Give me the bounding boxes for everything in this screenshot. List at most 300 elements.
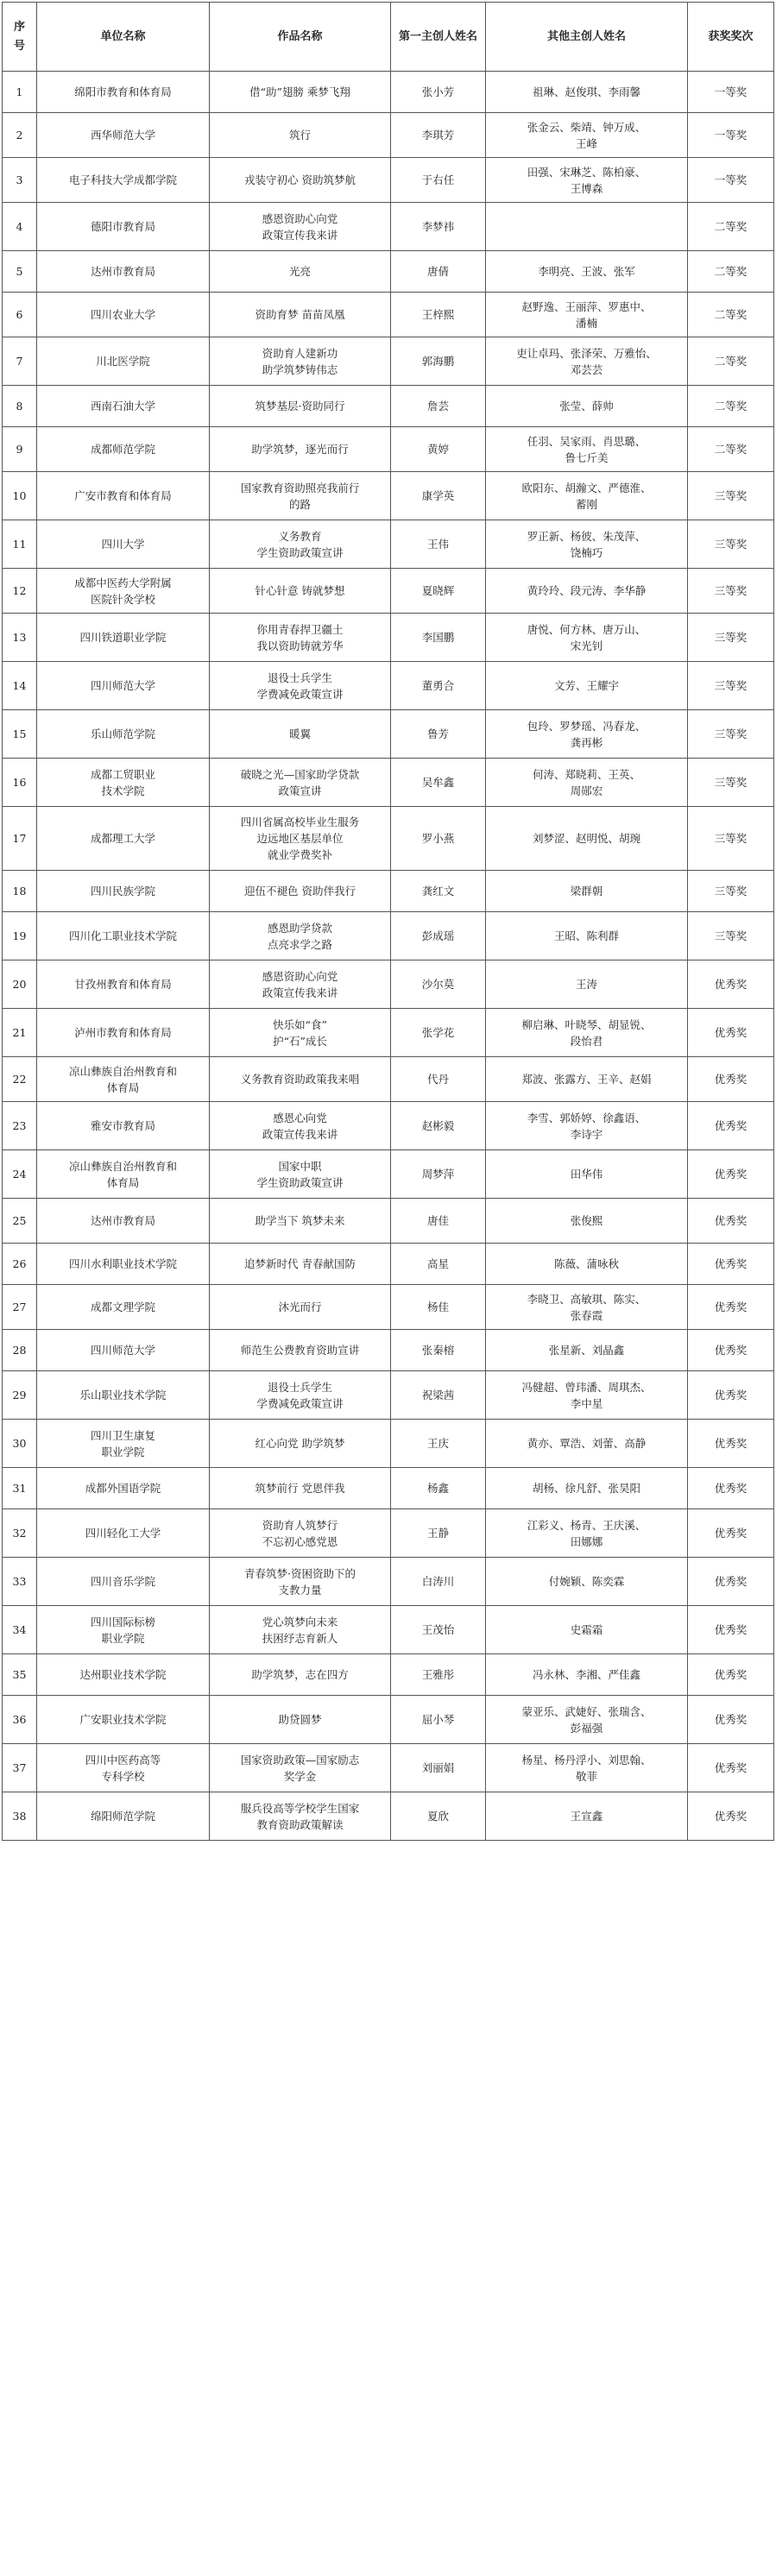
row-award-level: 优秀奖 [688, 1371, 774, 1420]
row-work-title-line: 针心针意 铸就梦想 [255, 584, 345, 597]
row-work-title-line: 青春筑梦·资困资助下的 [244, 1566, 356, 1580]
row-seq: 15 [3, 710, 37, 759]
row-unit-name [37, 337, 210, 386]
row-award-level: 二等奖 [688, 337, 774, 386]
row-first-creator: 夏欣 [391, 1792, 486, 1841]
row-seq: 11 [3, 520, 37, 569]
row-first-creator: 王雅彤 [391, 1654, 486, 1696]
row-work-title-line: 你用青春捍卫疆土 [256, 622, 344, 636]
row-other-creators-line: 杨星、杨丹浮小、刘思翰、 [521, 1753, 652, 1767]
row-other-creators [486, 1285, 688, 1330]
row-other-creators-line: 柳启琳、叶晓琴、胡显锐、 [521, 1017, 652, 1031]
row-other-creators-line: 文芳、王耀宇 [553, 679, 619, 692]
row-other-creators-line: 邓芸芸 [570, 362, 603, 376]
header-unit: 单位名称 [37, 3, 210, 72]
row-work-title [210, 710, 391, 759]
row-other-creators-line: 冯健超、曾玮潘、周琪杰、 [521, 1380, 652, 1394]
row-seq: 28 [3, 1330, 37, 1371]
row-other-creators [486, 1057, 688, 1102]
row-other-creators-line: 李雪、郭娇婷、徐鑫语、 [527, 1111, 647, 1124]
row-unit-name [37, 1420, 210, 1468]
row-work-title [210, 520, 391, 569]
row-first-creator: 杨佳 [391, 1285, 486, 1330]
row-other-creators-line: 罗正新、杨彼、朱茂萍、 [527, 529, 647, 543]
row-work-title [210, 251, 391, 293]
row-seq: 14 [3, 662, 37, 710]
row-seq: 19 [3, 912, 37, 960]
row-unit-name-line: 四川化工职业技术学院 [68, 929, 177, 942]
row-unit-name [37, 1330, 210, 1371]
row-other-creators-line: 鲁七斤美 [565, 450, 609, 464]
row-unit-name [37, 1509, 210, 1558]
row-other-creators [486, 1468, 688, 1509]
row-unit-name-line: 四川水利职业技术学院 [68, 1257, 177, 1270]
row-seq: 7 [3, 337, 37, 386]
row-unit-name [37, 1199, 210, 1244]
row-work-title-line: 边远地区基层单位 [256, 832, 344, 845]
row-work-title-line: 不忘初心感党恩 [262, 1534, 338, 1548]
row-unit-name [37, 1654, 210, 1696]
row-award-level: 优秀奖 [688, 1009, 774, 1057]
row-work-title [210, 1420, 391, 1468]
row-unit-name-line: 乐山师范学院 [90, 727, 155, 740]
row-other-creators-line: 吏让卓玛、张泽荣、万雅怡、 [516, 346, 657, 360]
row-unit-name [37, 293, 210, 337]
table-row [3, 1244, 774, 1285]
row-first-creator: 唐佳 [391, 1199, 486, 1244]
row-other-creators-line: 付婉颖、陈奕霖 [548, 1575, 625, 1588]
row-seq: 37 [3, 1744, 37, 1792]
row-work-title-line: 资助育人建新功 [262, 346, 338, 360]
row-unit-name [37, 759, 210, 807]
row-other-creators-line: 欧阳东、胡瀚文、严德淮、 [521, 481, 652, 494]
row-other-creators [486, 807, 688, 871]
row-work-title-line: 感恩资助心向党 [262, 969, 338, 983]
row-other-creators-line: 李中星 [570, 1396, 603, 1410]
row-unit-name-line: 成都外国语学院 [85, 1482, 161, 1495]
row-other-creators-line: 李晓卫、高敏琪、陈实、 [527, 1292, 647, 1306]
row-other-creators-line: 梁群朝 [570, 885, 603, 898]
awards-body [3, 72, 774, 1841]
row-work-title [210, 203, 391, 251]
row-unit-name [37, 427, 210, 472]
row-seq: 33 [3, 1558, 37, 1606]
row-award-level: 优秀奖 [688, 1696, 774, 1744]
row-first-creator: 唐倩 [391, 251, 486, 293]
row-unit-name-line: 四川轻化工大学 [85, 1527, 161, 1540]
row-first-creator: 李梦祎 [391, 203, 486, 251]
row-award-level: 三等奖 [688, 871, 774, 912]
row-unit-name-line: 甘孜州教育和体育局 [74, 978, 172, 991]
row-seq: 31 [3, 1468, 37, 1509]
row-first-creator: 屈小琴 [391, 1696, 486, 1744]
row-unit-name-line: 体育局 [106, 1175, 140, 1189]
row-other-creators-line: 郑波、张露方、王辛、赵娟 [521, 1073, 652, 1086]
row-other-creators [486, 293, 688, 337]
row-other-creators [486, 113, 688, 158]
table-row [3, 1009, 774, 1057]
row-award-level: 三等奖 [688, 569, 774, 614]
row-first-creator: 詹芸 [391, 386, 486, 427]
row-other-creators-line: 包玲、罗梦瑶、冯春龙、 [527, 719, 647, 733]
row-unit-name [37, 1468, 210, 1509]
row-work-title-line: 国家教育资助照亮我前行 [240, 481, 360, 494]
row-first-creator: 王伟 [391, 520, 486, 569]
row-other-creators-line: 黄玲玲、段元涛、李华静 [527, 584, 647, 597]
row-first-creator: 刘丽娟 [391, 1744, 486, 1792]
row-unit-name-line: 雅安市教育局 [90, 1119, 155, 1132]
row-seq: 12 [3, 569, 37, 614]
row-seq: 3 [3, 158, 37, 203]
row-seq: 22 [3, 1057, 37, 1102]
row-work-title [210, 1150, 391, 1199]
row-work-title-line: 学费减免政策宣讲 [256, 1396, 344, 1410]
row-work-title-line: 学生资助政策宣讲 [256, 1175, 344, 1189]
row-other-creators-line: 田娜娜 [570, 1534, 603, 1548]
row-unit-name-line: 四川师范大学 [90, 1344, 155, 1357]
row-unit-name [37, 113, 210, 158]
row-award-level: 二等奖 [688, 251, 774, 293]
row-work-title-line: 感恩资助心向党 [262, 211, 338, 225]
row-award-level: 优秀奖 [688, 1102, 774, 1150]
header-seq [3, 3, 37, 72]
table-row [3, 386, 774, 427]
row-work-title-line: 感恩心向党 [273, 1111, 327, 1124]
header-work: 作品名称 [210, 3, 391, 72]
row-unit-name [37, 1285, 210, 1330]
row-seq: 16 [3, 759, 37, 807]
row-award-level: 一等奖 [688, 158, 774, 203]
row-unit-name [37, 871, 210, 912]
row-first-creator: 周梦萍 [391, 1150, 486, 1199]
row-other-creators-line: 赵野逸、王丽萍、罗惠中、 [521, 299, 652, 313]
row-unit-name-line: 职业学院 [101, 1631, 145, 1645]
row-other-creators [486, 1696, 688, 1744]
row-award-level: 二等奖 [688, 293, 774, 337]
row-work-title-line: 感恩助学贷款 [267, 921, 332, 935]
table-row [3, 1696, 774, 1744]
row-other-creators-line: 宋光钊 [570, 639, 603, 652]
row-unit-name-line: 电子科技大学成都学院 [68, 173, 177, 186]
row-work-title [210, 1558, 391, 1606]
row-work-title-line: 戎装守初心 资助筑梦航 [244, 173, 356, 186]
row-other-creators-line: 王宣鑫 [570, 1810, 603, 1823]
row-award-level: 二等奖 [688, 427, 774, 472]
table-row [3, 293, 774, 337]
row-work-title-line: 的路 [288, 497, 311, 511]
row-seq: 10 [3, 472, 37, 520]
row-unit-name [37, 1606, 210, 1654]
row-award-level: 三等奖 [688, 520, 774, 569]
row-first-creator: 沙尔莫 [391, 960, 486, 1009]
table-row [3, 113, 774, 158]
row-award-level: 优秀奖 [688, 1606, 774, 1654]
row-unit-name [37, 1102, 210, 1150]
row-work-title-line: 助贷圆梦 [278, 1713, 322, 1726]
row-work-title [210, 72, 391, 113]
row-other-creators-line: 田强、宋琳芝、陈柏豪、 [527, 165, 647, 179]
row-work-title [210, 1244, 391, 1285]
row-work-title-line: 党心筑梦向未来 [262, 1615, 338, 1628]
row-seq: 4 [3, 203, 37, 251]
table-row [3, 472, 774, 520]
row-other-creators [486, 203, 688, 251]
row-seq: 6 [3, 293, 37, 337]
table-row [3, 807, 774, 871]
row-unit-name-line: 泸州市教育和体育局 [74, 1026, 172, 1039]
row-work-title [210, 1102, 391, 1150]
row-unit-name-line: 技术学院 [101, 784, 145, 797]
row-work-title-line: 退役士兵学生 [267, 671, 332, 684]
row-work-title-line: 助学筑梦，逐光而行 [251, 443, 349, 456]
row-work-title-line: 政策宣讲 [278, 784, 322, 797]
row-other-creators [486, 1199, 688, 1244]
row-work-title [210, 1057, 391, 1102]
row-work-title-line: 红心向党 助学筑梦 [255, 1437, 345, 1450]
row-unit-name-line: 四川国际标榜 [90, 1615, 155, 1628]
row-other-creators-line: 田华伟 [570, 1168, 603, 1181]
row-other-creators [486, 520, 688, 569]
row-award-level: 优秀奖 [688, 1285, 774, 1330]
row-award-level: 优秀奖 [688, 1792, 774, 1841]
row-unit-name [37, 1009, 210, 1057]
row-first-creator: 郭海鹏 [391, 337, 486, 386]
row-unit-name-line: 广安市教育和体育局 [74, 489, 172, 502]
row-work-title-line: 借“助”翅膀 乘梦飞翔 [249, 85, 350, 98]
row-award-level: 优秀奖 [688, 1244, 774, 1285]
row-other-creators [486, 662, 688, 710]
row-award-level: 优秀奖 [688, 1330, 774, 1371]
row-first-creator: 董勇合 [391, 662, 486, 710]
row-other-creators-line: 张星新、刘晶鑫 [548, 1344, 625, 1357]
row-other-creators [486, 1606, 688, 1654]
row-work-title-line: 师范生公费教育资助宣讲 [240, 1344, 360, 1357]
row-work-title [210, 158, 391, 203]
row-first-creator: 代丹 [391, 1057, 486, 1102]
table-row [3, 662, 774, 710]
row-work-title-line: 义务教育资助政策我来唱 [240, 1073, 360, 1086]
row-other-creators-line: 张莹、薛帅 [559, 400, 614, 413]
row-first-creator: 李国鹏 [391, 614, 486, 662]
row-work-title [210, 1744, 391, 1792]
row-seq: 1 [3, 72, 37, 113]
row-first-creator: 高星 [391, 1244, 486, 1285]
row-other-creators [486, 1792, 688, 1841]
table-row [3, 520, 774, 569]
row-unit-name [37, 912, 210, 960]
row-first-creator: 夏晓辉 [391, 569, 486, 614]
table-row [3, 251, 774, 293]
row-unit-name [37, 710, 210, 759]
row-seq: 32 [3, 1509, 37, 1558]
row-unit-name-line: 成都师范学院 [90, 443, 155, 456]
table-row [3, 1057, 774, 1102]
row-other-creators-line: 王峰 [575, 136, 597, 150]
row-award-level: 二等奖 [688, 203, 774, 251]
row-other-creators [486, 472, 688, 520]
row-work-title [210, 1330, 391, 1371]
row-work-title-line: 国家资助政策—国家励志 [240, 1753, 360, 1767]
row-seq: 5 [3, 251, 37, 293]
row-other-creators-line: 祖琳、赵俊琪、李雨馨 [532, 85, 640, 98]
row-unit-name [37, 203, 210, 251]
row-work-title [210, 871, 391, 912]
row-first-creator: 龚红文 [391, 871, 486, 912]
row-unit-name [37, 1558, 210, 1606]
row-work-title-line: 光亮 [288, 265, 311, 278]
row-work-title [210, 1285, 391, 1330]
row-work-title [210, 1371, 391, 1420]
row-other-creators [486, 1244, 688, 1285]
row-unit-name-line: 四川音乐学院 [90, 1575, 155, 1588]
row-other-creators [486, 386, 688, 427]
row-other-creators [486, 1150, 688, 1199]
row-other-creators [486, 1102, 688, 1150]
row-other-creators [486, 1330, 688, 1371]
row-work-title-line: 义务教育 [278, 529, 322, 543]
row-seq: 18 [3, 871, 37, 912]
row-other-creators-line: 周郧宏 [570, 784, 603, 797]
row-unit-name-line: 达州市教育局 [90, 1214, 155, 1227]
row-work-title-line: 学生资助政策宣讲 [256, 545, 344, 559]
table-row [3, 1330, 774, 1371]
row-unit-name-line: 职业学院 [101, 1445, 145, 1458]
row-unit-name-line: 川北医学院 [96, 355, 150, 368]
row-other-creators [486, 871, 688, 912]
row-work-title [210, 662, 391, 710]
row-unit-name [37, 569, 210, 614]
row-unit-name-line: 四川农业大学 [90, 308, 155, 321]
table-row [3, 1199, 774, 1244]
row-work-title-line: 政策宣传我来讲 [262, 986, 338, 999]
row-seq: 23 [3, 1102, 37, 1150]
row-other-creators [486, 759, 688, 807]
row-other-creators-line: 张金云、柴靖、钟万成、 [527, 120, 647, 134]
row-other-creators-line: 唐悦、何方林、唐万山、 [527, 622, 647, 636]
row-other-creators [486, 1509, 688, 1558]
row-unit-name-line: 四川铁道职业学院 [79, 631, 167, 644]
row-first-creator: 鲁芳 [391, 710, 486, 759]
row-work-title-line: 快乐如“食” [273, 1017, 327, 1031]
row-award-level: 优秀奖 [688, 1150, 774, 1199]
row-work-title-line: 学费减免政策宣讲 [256, 687, 344, 701]
row-seq: 13 [3, 614, 37, 662]
row-other-creators [486, 251, 688, 293]
row-unit-name-line: 专科学校 [101, 1769, 145, 1783]
row-seq: 21 [3, 1009, 37, 1057]
row-work-title-line: 点亮求学之路 [267, 937, 332, 951]
row-other-creators-line: 段怡君 [570, 1034, 603, 1048]
row-award-level: 三等奖 [688, 662, 774, 710]
row-other-creators-line: 龚再彬 [570, 735, 603, 749]
row-work-title-line: 服兵役高等学校学生国家 [240, 1801, 360, 1815]
row-unit-name-line: 医院针灸学校 [90, 592, 155, 606]
row-unit-name [37, 960, 210, 1009]
table-row [3, 871, 774, 912]
row-unit-name-line: 绵阳师范学院 [90, 1810, 155, 1823]
row-award-level: 三等奖 [688, 807, 774, 871]
table-row [3, 1792, 774, 1841]
row-work-title-line: 政策宣传我来讲 [262, 1127, 338, 1141]
row-other-creators [486, 1371, 688, 1420]
row-award-level: 优秀奖 [688, 1420, 774, 1468]
row-other-creators-line: 冯永林、李湘、严佳鑫 [532, 1668, 640, 1681]
row-work-title [210, 427, 391, 472]
table-row [3, 1468, 774, 1509]
row-award-level: 优秀奖 [688, 1509, 774, 1558]
row-other-creators-line: 敬菲 [575, 1769, 597, 1783]
row-award-level: 三等奖 [688, 912, 774, 960]
row-first-creator: 张学花 [391, 1009, 486, 1057]
row-other-creators-line: 李明亮、王波、张军 [538, 265, 635, 278]
row-other-creators-line: 蒙亚乐、武婕好、张瑞含、 [521, 1704, 652, 1718]
row-first-creator: 于右任 [391, 158, 486, 203]
table-row [3, 1654, 774, 1696]
row-unit-name [37, 1744, 210, 1792]
header-other-creators: 其他主创人姓名 [486, 3, 688, 72]
row-other-creators-line: 李诗宇 [570, 1127, 603, 1141]
row-other-creators [486, 72, 688, 113]
row-unit-name [37, 158, 210, 203]
row-unit-name [37, 662, 210, 710]
row-other-creators-line: 张春霞 [570, 1308, 603, 1322]
row-first-creator: 杨鑫 [391, 1468, 486, 1509]
row-work-title [210, 113, 391, 158]
table-row [3, 569, 774, 614]
row-work-title-line: 资助育梦 苗苗凤凰 [255, 308, 345, 321]
row-work-title [210, 960, 391, 1009]
row-work-title-line: 护“石”成长 [273, 1034, 327, 1048]
row-first-creator: 吴牟鑫 [391, 759, 486, 807]
header-row [3, 3, 774, 72]
table-row [3, 912, 774, 960]
row-other-creators-line: 刘梦涩、赵明悦、胡琬 [532, 832, 640, 845]
row-other-creators [486, 960, 688, 1009]
row-unit-name [37, 386, 210, 427]
header-first-creator: 第一主创人姓名 [391, 3, 486, 72]
row-seq: 35 [3, 1654, 37, 1696]
row-unit-name [37, 520, 210, 569]
row-unit-name-line: 四川中医药高等 [85, 1753, 161, 1767]
row-other-creators-line: 王涛 [575, 978, 597, 991]
table-row [3, 710, 774, 759]
row-other-creators-line: 饶楠巧 [570, 545, 603, 559]
row-other-creators-line: 黄亦、覃浩、刘蕾、高静 [527, 1437, 647, 1450]
header-seq-line: 序 [13, 20, 25, 34]
row-other-creators-line: 任羽、吴家雨、肖思璐、 [527, 434, 647, 448]
row-other-creators-line: 陈薇、蒲咏秋 [553, 1257, 619, 1270]
row-unit-name [37, 1371, 210, 1420]
row-award-level: 优秀奖 [688, 1654, 774, 1696]
row-award-level: 优秀奖 [688, 1057, 774, 1102]
row-unit-name-line: 西南石油大学 [90, 400, 155, 413]
row-work-title [210, 1009, 391, 1057]
row-unit-name-line: 达州职业技术学院 [79, 1668, 167, 1681]
row-other-creators [486, 1558, 688, 1606]
table-row [3, 1420, 774, 1468]
table-row [3, 1558, 774, 1606]
row-seq: 8 [3, 386, 37, 427]
row-award-level: 三等奖 [688, 759, 774, 807]
row-unit-name-line: 体育局 [106, 1080, 140, 1094]
row-work-title [210, 1606, 391, 1654]
row-work-title [210, 759, 391, 807]
row-unit-name-line: 成都理工大学 [90, 832, 155, 845]
row-unit-name-line: 西华师范大学 [90, 129, 155, 142]
row-unit-name [37, 614, 210, 662]
table-row [3, 337, 774, 386]
row-work-title-line: 追梦新时代 青春献国防 [244, 1257, 356, 1270]
